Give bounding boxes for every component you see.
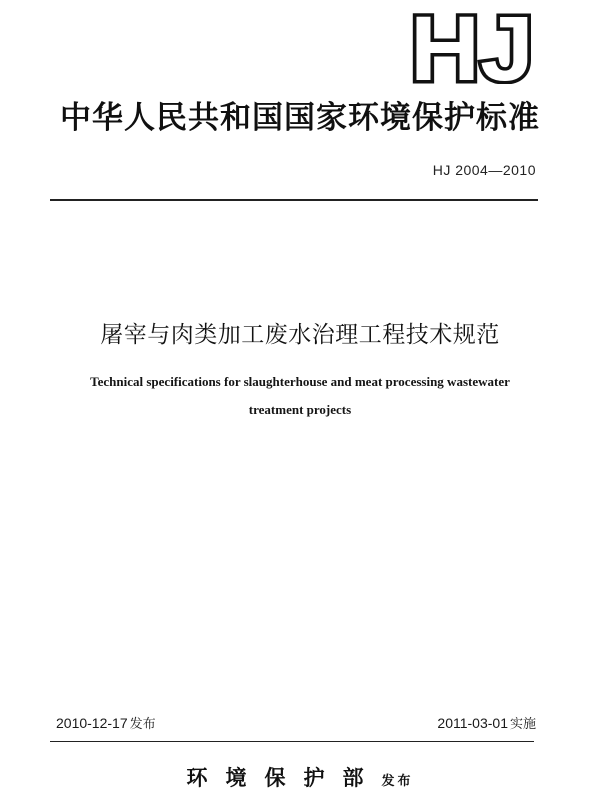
issue-date-block bbox=[56, 713, 156, 732]
publisher-label: 发布 bbox=[381, 774, 414, 789]
issue-label: 发布 bbox=[129, 717, 156, 732]
standard-code: HJ 2004—2010 bbox=[432, 162, 536, 178]
publisher-line bbox=[0, 762, 600, 792]
standard-category-title: 中华人民共和国国家环境保护标准 bbox=[60, 100, 540, 136]
header-divider bbox=[50, 199, 538, 201]
document-title-english bbox=[60, 368, 540, 424]
hj-logo bbox=[408, 10, 536, 84]
effective-date: 2011-03-01 bbox=[437, 715, 508, 731]
effective-date-block bbox=[437, 713, 536, 732]
document-title-chinese: 屠宰与肉类加工废水治理工程技术规范 bbox=[100, 322, 500, 348]
hj-logo-text: HJ bbox=[410, 10, 534, 84]
hj-logo-graphic bbox=[408, 10, 536, 84]
document-title-english-line-2: treatment projects bbox=[248, 402, 352, 417]
publisher-name: 环境保护部 bbox=[186, 765, 382, 790]
document-title-english-line-1: Technical specifications for slaughterhouse and meat processing wastewater bbox=[90, 374, 510, 389]
issue-date: 2010-12-17 bbox=[56, 715, 128, 731]
footer-divider bbox=[50, 741, 534, 742]
effective-label: 实施 bbox=[509, 717, 536, 732]
